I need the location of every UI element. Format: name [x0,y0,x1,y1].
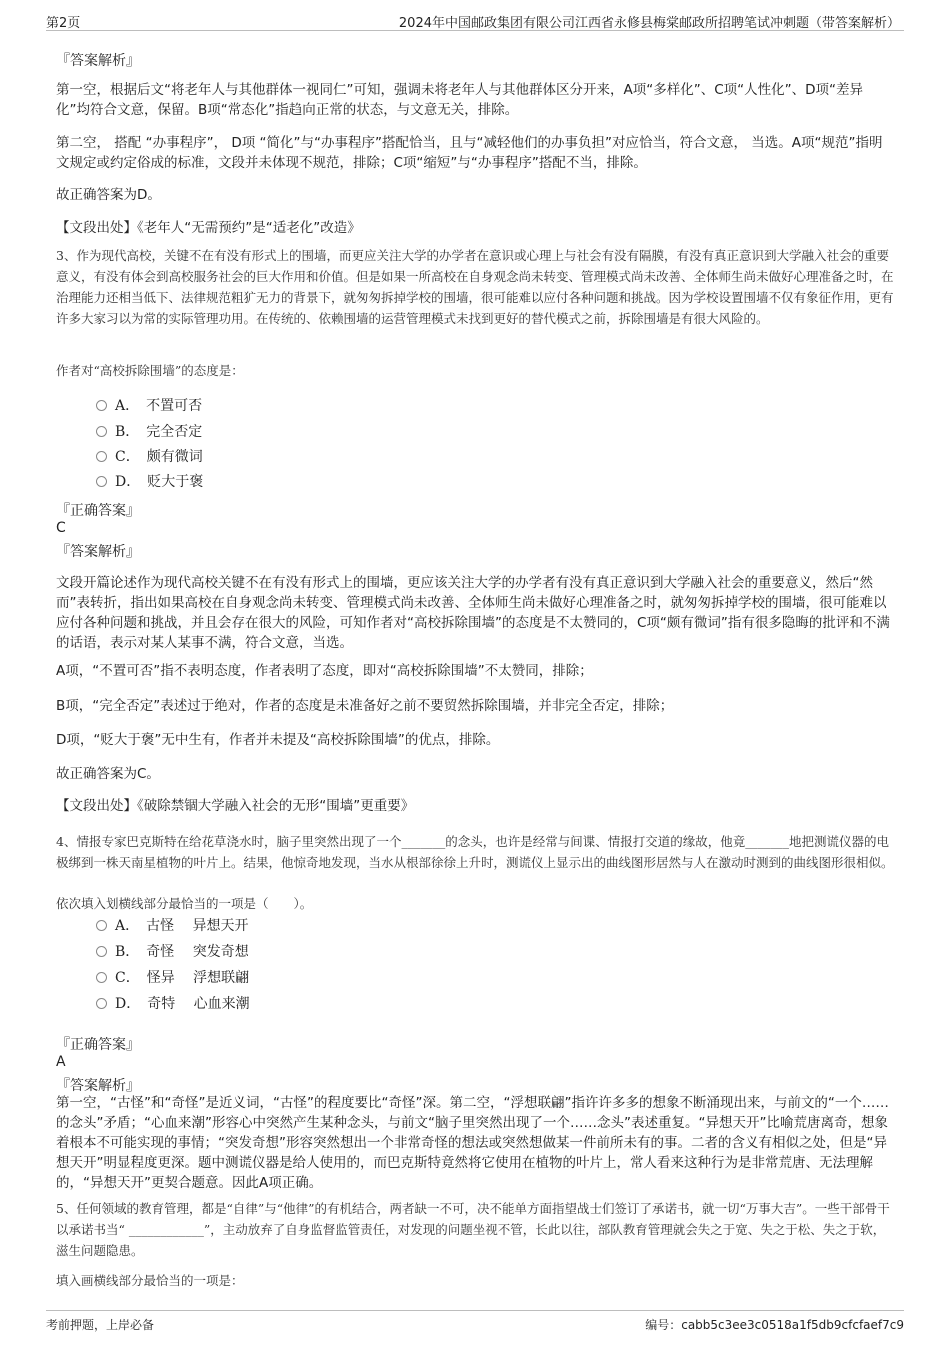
q3-analysis-label: 『答案解析』 [56,544,140,560]
q4-answer-label: 『正确答案』 [56,1037,140,1053]
q4-answer: A [56,1054,66,1070]
q3-passage: 3、作为现代高校，关键不在有没有形式上的围墙，而更应关注大学的办学者在意识或心理上与社会有没有隔膜，有没有真正意识到大学融入社会的重要意义，有没有体会到高校服务社会的巨大作用和价值。但是如果一所高校在自身观念尚未转变、管理模式尚未改善、全体师生尚未做好心理准备之时，在治理能力还相当低下、法律规范粗犷无力的背景下，就匆匆拆掉学校的围墙，很可能难以应付各种问题和挑战。因为学校设置围墙不仅有象征作用，更有许多大家习以为常的实际管理功用。在传统的、依赖围墙的运营管理模式未找到更好的替代模式之前，拆除围墙是有很大风险的。 [56,248,894,326]
q5-passage: 5、任何领域的教育管理，都是“自律”与“他律”的有机结合，两者缺一不可，决不能单方面指望战士们签订了承诺书，就一切“万事大吉”。一些干部骨干以承诺书当“ ____________”，主动放弃了自身监督监管责任，对发现的问题坐视不管，长此以往，部队教育管理就会失之于宽、失之于松、失之于软，滋生问题隐患。 [56,1201,890,1258]
q3-analysis-option-a: A项，“不置可否”指不表明态度，作者表明了态度，即对“高校拆除围墙”不太赞同，排除； [56,663,593,679]
radio-icon[interactable] [96,426,107,437]
radio-icon[interactable] [96,998,107,1009]
q4-option-c[interactable]: C． 怪异 浮想联翩 [96,968,249,988]
q4-stem: 依次填入划横线部分最恰当的一项是（ ）。 [56,896,313,911]
q2-conclusion: 故正确答案为D。 [56,187,161,203]
q3-analysis-paragraph-1: 文段开篇论述作为现代高校关键不在有没有形式上的围墙，更应该关注大学的办学者有没有真正意识到大学融入社会的重要意义，然后“然而”表转折，指出如果高校在自身观念尚未转变、管理模式尚未改善、全体师生尚未做好心理准备之时，就匆匆拆掉学校的围墙，很可能难以应付各种问题和挑战，并且会存在很大的风险，可知作者对“高校拆除围墙”的态度是不太赞同的，C项“颇有微词”指有很多隐晦的批评和不满的话语，表示对某人某事不满，符合文意，当选。 [56,575,890,651]
q4-analysis-label: 『答案解析』 [56,1078,140,1094]
q3-answer: C [56,520,66,536]
radio-icon[interactable] [96,451,107,462]
document-id: 编号：cabb5c3ee3c0518a1f5db9cfcfaef7c9 [645,1318,904,1332]
q3-stem: 作者对“高校拆除围墙”的态度是： [56,363,244,378]
q3-answer-label: 『正确答案』 [56,503,140,519]
q3-option-a[interactable]: A． 不置可否 [96,396,202,416]
q4-option-a[interactable]: A． 古怪 异想天开 [96,916,249,936]
q3-source: 【文段出处】《破除禁锢大学融入社会的无形“围墙”更重要》 [56,798,415,814]
radio-icon[interactable] [96,476,107,487]
q3-option-b[interactable]: B． 完全否定 [96,422,202,442]
page-header [46,10,904,31]
q3-analysis-option-d: D项，“贬大于褒”无中生有，作者并未提及“高校拆除围墙”的优点，排除。 [56,732,500,748]
q3-analysis-option-b: B项，“完全否定”表述过于绝对，作者的态度是未准备好之前不要贸然拆除围墙，并非完全否定，排除； [56,698,674,714]
q3-conclusion: 故正确答案为C。 [56,766,160,782]
document-title: 2024年中国邮政集团有限公司江西省永修县梅棠邮政所招聘笔试冲刺题（带答案解析） [398,16,900,31]
footer-slogan: 考前押题，上岸必备 [46,1318,155,1332]
radio-icon[interactable] [96,400,107,411]
radio-icon[interactable] [96,972,107,983]
q4-option-d[interactable]: D． 奇特 心血来潮 [96,994,250,1014]
q4-passage: 4、情报专家巴克斯特在给花草浇水时，脑子里突然出现了一个_______的念头，也许是经常与间谍、情报打交道的缘故，他竟_______地把测谎仪器的电极绑到一株天南星植物的叶片上。结果，他惊奇地发现，当水从根部徐徐上升时，测谎仪上显示出的曲线图形居然与人在激动时测到的曲线图形很相似。 [56,834,894,870]
q2-analysis-label: 『答案解析』 [56,53,140,69]
radio-icon[interactable] [96,946,107,957]
q2-analysis-paragraph-1: 第一空，根据后文“将老年人与其他群体一视同仁”可知，强调未将老年人与其他群体区分开来，A项“多样化”、C项“人性化”、D项“差异化”均符合文意，保留。B项“常态化”指趋向正常的状态，与文意无关，排除。 [56,82,864,118]
q4-analysis-paragraph-1: 第一空，“古怪”和“奇怪”是近义词，“古怪”的程度要比“奇怪”深。第二空，“浮想联翩”指许许多多的想象不断涌现出来，与前文的“一个……的念头”矛盾；“心血来潮”形容心中突然产生某种念头，与前文“脑子里突然出现了一个……念头”表述重复。“异想天开”比喻荒唐离奇，想象着根本不可能实现的事情；“突发奇想”形容突然想出一个非常奇怪的想法或突然想做某一件前所未有的事。二者的含义有相似之处，但是“异想天开”明显程度更深。题中测谎仪器是给人使用的，而巴克斯特竟然将它使用在植物的叶片上，常人看来这种行为是非常荒唐、无法理解的，“异想天开”更契合题意。因此A项正确。 [56,1095,889,1191]
radio-icon[interactable] [96,920,107,931]
q3-option-c[interactable]: C． 颇有微词 [96,447,203,467]
q3-option-d[interactable]: D． 贬大于褒 [96,472,203,492]
page-footer [46,1310,904,1335]
page-number: 第2页 [46,16,81,31]
q2-source: 【文段出处】《老年人“无需预约”是“适老化”改造》 [56,220,361,236]
q4-option-b[interactable]: B． 奇怪 突发奇想 [96,942,249,962]
q2-analysis-paragraph-2: 第二空， 搭配 “办事程序”， D项 “简化”与“办事程序”搭配恰当，且与“减轻他们的办事负担”对应恰当，符合文意， 当选。A项“规范”指明文规定或约定俗成的标准，文段并未体现不规范，排除；C项“缩短”与“办事程序”搭配不当，排除。 [56,135,883,171]
q5-stem: 填入画横线部分最恰当的一项是： [56,1273,244,1288]
